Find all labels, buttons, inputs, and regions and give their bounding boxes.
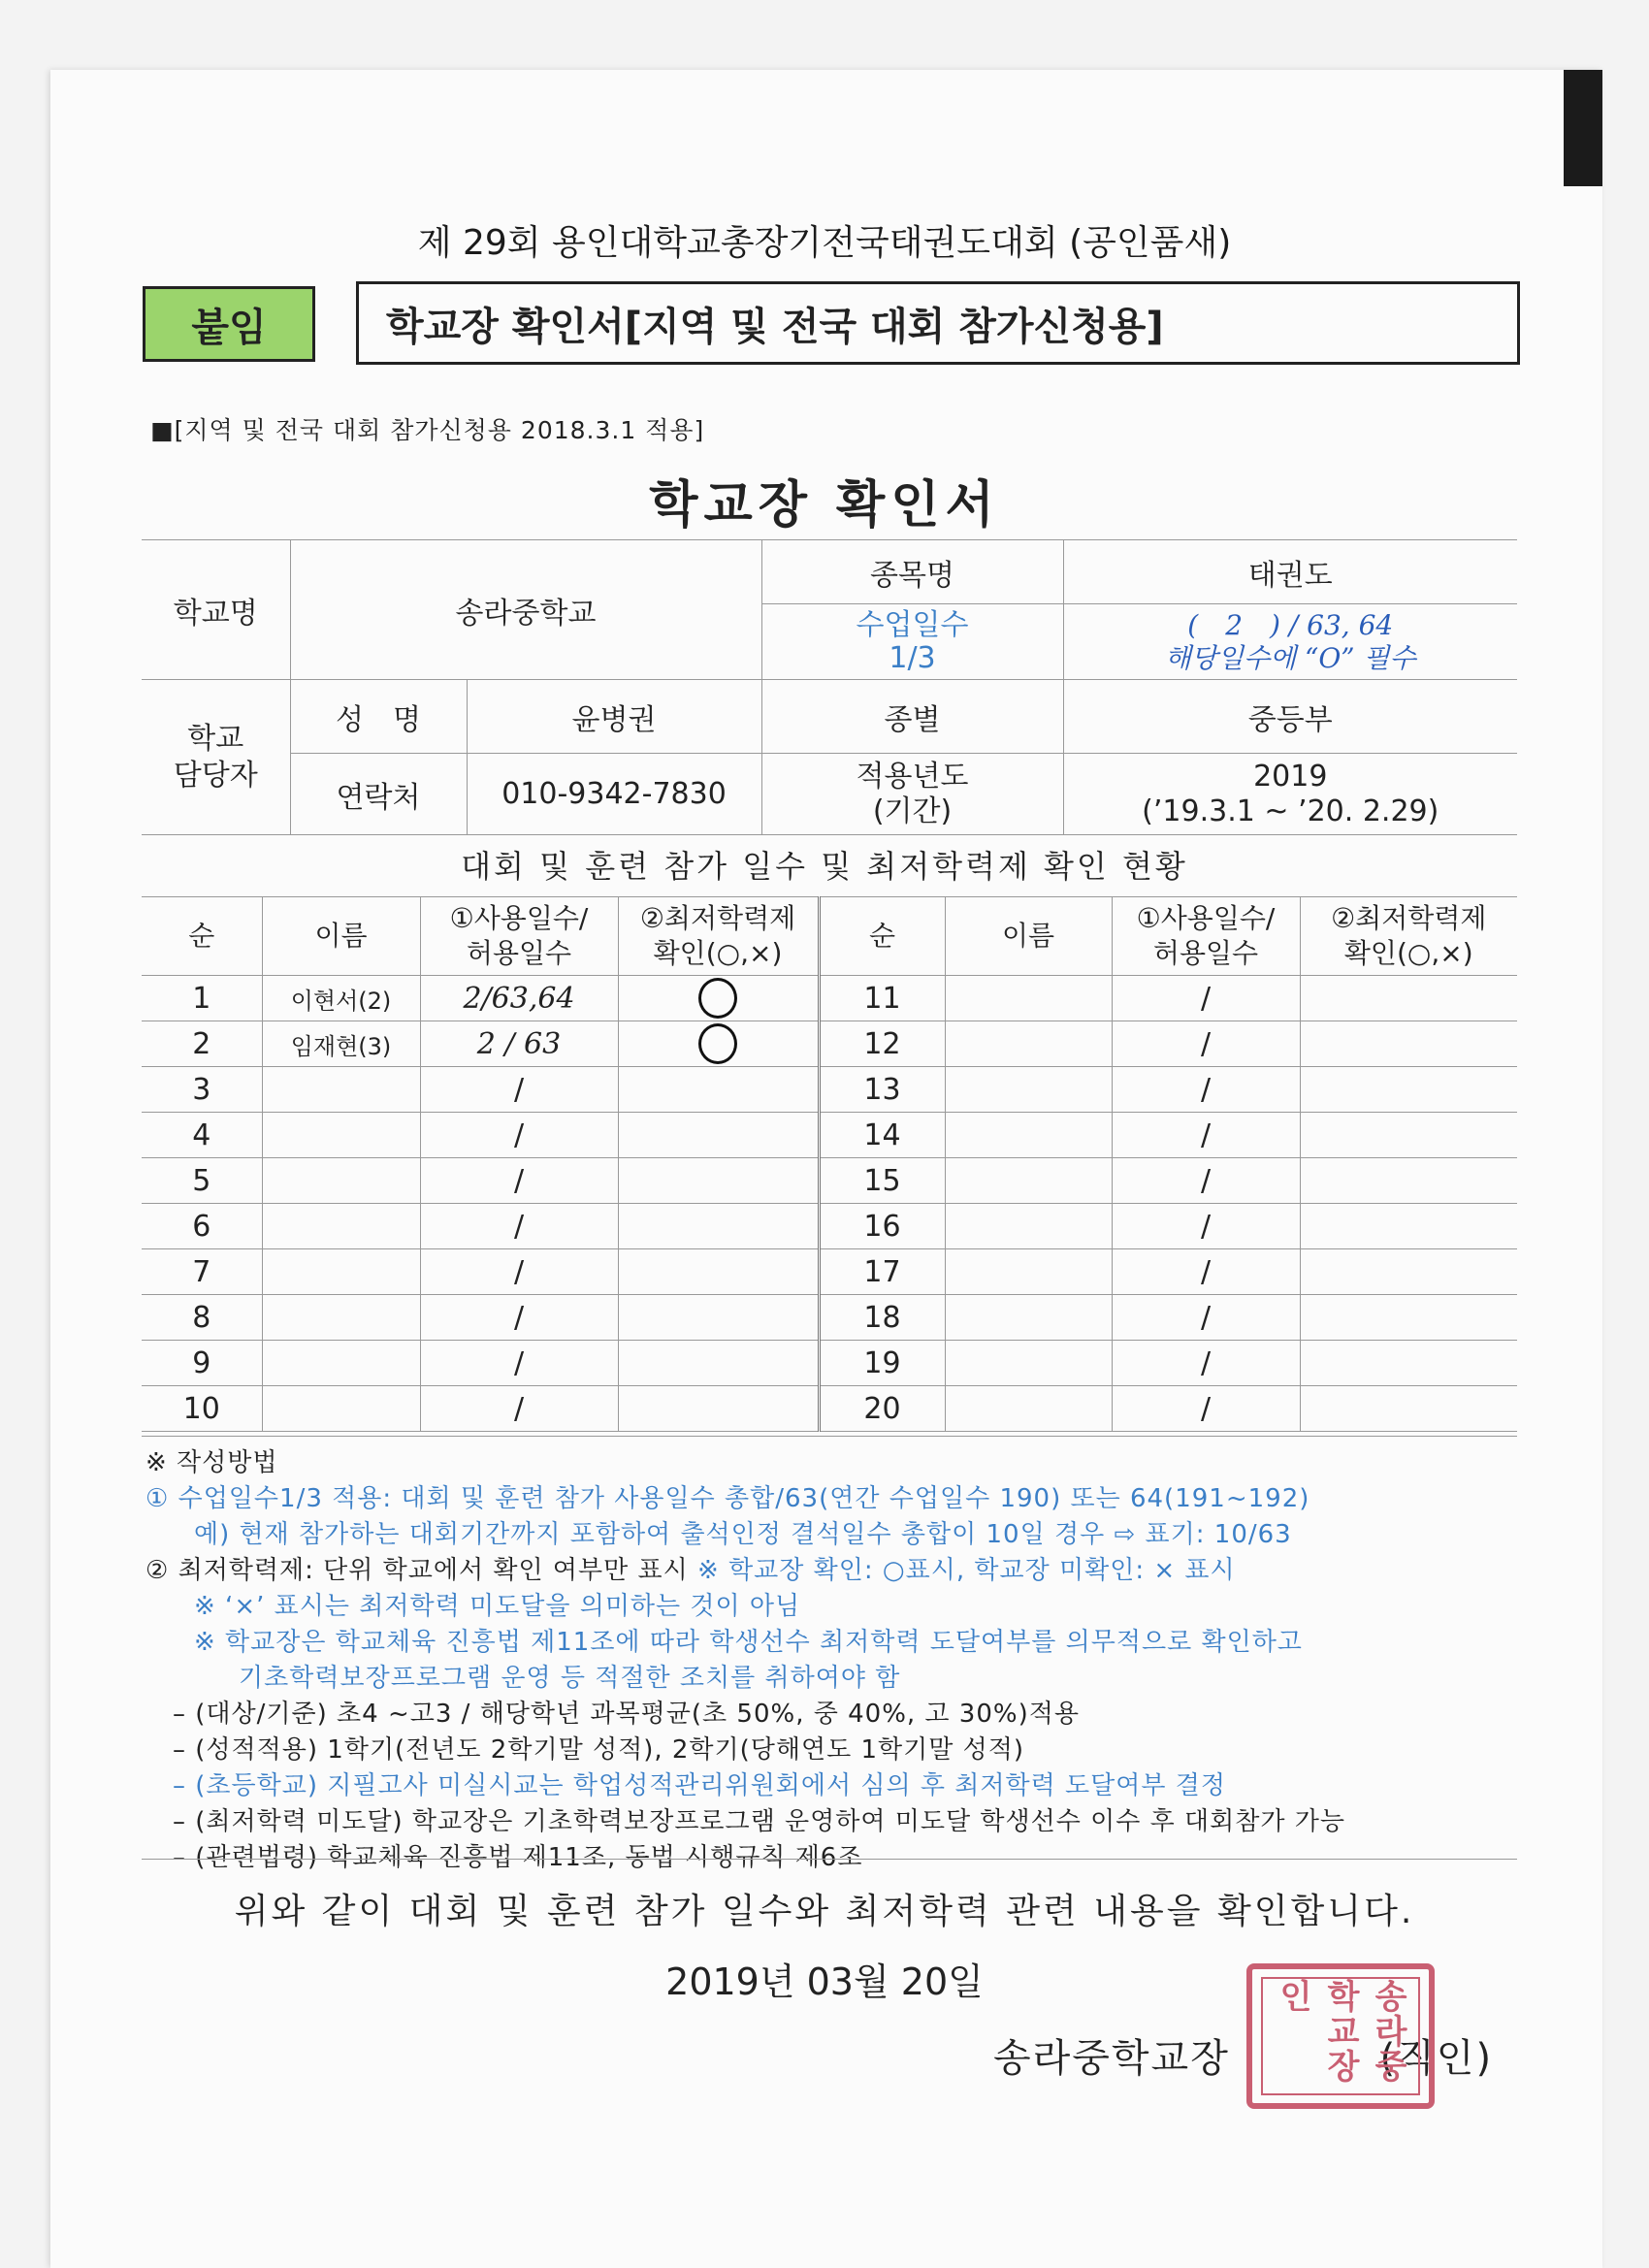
row-name — [262, 1249, 420, 1295]
row-no: 10 — [142, 1386, 262, 1432]
event-value: 태권도 — [1063, 540, 1517, 604]
row-no: 14 — [819, 1113, 945, 1158]
confirmation-statement: 위와 같이 대회 및 훈련 참가 일수와 최저학력 관련 내용을 확인합니다. — [234, 1892, 1415, 1931]
header-no-right: 순 — [819, 897, 945, 976]
row-check — [1300, 1386, 1517, 1432]
row-no: 11 — [819, 976, 945, 1021]
row-name — [945, 1021, 1112, 1067]
header-check-right — [1300, 897, 1517, 976]
row-days: / — [1112, 1067, 1300, 1113]
banner-title: 학교장 확인서[지역 및 전국 대회 참가신청용] — [356, 281, 1520, 365]
table-row — [142, 1341, 1517, 1386]
table-row — [142, 1249, 1517, 1295]
row-days: / — [1112, 1113, 1300, 1158]
row-days: / — [420, 1341, 618, 1386]
row-check — [618, 1295, 819, 1341]
row-no: 9 — [142, 1341, 262, 1386]
detail-4: – (최저학력 미도달) 학교장은 기초학력보장프로그램 운영하여 미도달 학생선수 이수 후 대회참가 가능 — [173, 1807, 1345, 1836]
staff-label-2: 담당자 — [173, 758, 258, 793]
participation-rows — [142, 976, 1517, 1432]
table-row — [142, 1021, 1517, 1067]
days-value-2: 해당일수에 “O” 필수 — [1164, 641, 1416, 674]
note-3: ※ ‘×’ 표시는 최저학력 미도달을 의미하는 것이 아님 — [194, 1592, 801, 1621]
row-check — [1300, 1204, 1517, 1249]
row-check — [618, 976, 819, 1021]
header-days-right — [1112, 897, 1300, 976]
header-check-left — [618, 897, 819, 976]
row-days: / — [1112, 1021, 1300, 1067]
contact-label: 연락처 — [290, 754, 467, 835]
table-row — [142, 1204, 1517, 1249]
attachment-badge: 붙임 — [143, 286, 315, 362]
section-title: 대회 및 훈련 참가 일수 및 최저학력제 확인 현황 — [461, 848, 1188, 885]
header-name-left: 이름 — [262, 897, 420, 976]
school-name: 송라중학교 — [290, 540, 761, 680]
header-days-left — [420, 897, 618, 976]
row-name — [262, 1341, 420, 1386]
row-no: 16 — [819, 1204, 945, 1249]
year-label-2: (기간) — [872, 794, 953, 828]
row-check — [618, 1067, 819, 1113]
header-check-line2: 확인(○,×) — [1343, 937, 1473, 969]
row-name — [945, 976, 1112, 1021]
row-no: 7 — [142, 1249, 262, 1295]
row-no: 8 — [142, 1295, 262, 1341]
row-check — [618, 1113, 819, 1158]
row-check — [1300, 976, 1517, 1021]
name-value: 윤병권 — [467, 680, 761, 754]
note-2a: ② 최저학력제: 단위 학교에서 확인 여부만 표시 — [146, 1556, 689, 1585]
days-label-1: 수업일수 — [856, 607, 969, 642]
staff-label-1: 학교 — [187, 721, 244, 756]
row-name — [262, 1204, 420, 1249]
check-circle-mark — [698, 978, 737, 1019]
row-name: 임재현(3) — [262, 1021, 420, 1067]
staff-label — [142, 680, 290, 835]
note-4a: ※ 학교장은 학교체육 진흥법 제11조에 따라 학생선수 최저학력 도달여부를 의무적으로 확인하고 — [194, 1628, 1303, 1657]
row-no: 13 — [819, 1067, 945, 1113]
days-label — [761, 604, 1063, 680]
notes-heading: ※ 작성방법 — [146, 1448, 278, 1477]
school-label: 학교명 — [142, 540, 290, 680]
table-row — [142, 976, 1517, 1021]
row-days: 2/63,64 — [420, 976, 618, 1021]
row-name — [262, 1158, 420, 1204]
signer-name: 송라중학교장 — [993, 2036, 1230, 2081]
note-4b: 기초학력보장프로그램 운영 등 적절한 조치를 취하여야 함 — [239, 1664, 901, 1693]
row-days: / — [1112, 1249, 1300, 1295]
row-check — [618, 1204, 819, 1249]
row-name — [945, 1204, 1112, 1249]
row-no: 18 — [819, 1295, 945, 1341]
row-check — [1300, 1249, 1517, 1295]
row-days: / — [420, 1249, 618, 1295]
row-name — [945, 1295, 1112, 1341]
year-value-1: 2019 — [1253, 759, 1328, 794]
row-check — [1300, 1021, 1517, 1067]
seal-mark: (직인) — [1379, 2036, 1494, 2081]
row-days: / — [1112, 1158, 1300, 1204]
name-label: 성 명 — [290, 680, 467, 754]
header-days-line2: 허용일수 — [466, 937, 572, 969]
row-days: / — [420, 1295, 618, 1341]
table-row — [142, 1158, 1517, 1204]
info-table — [142, 539, 1517, 835]
row-no: 17 — [819, 1249, 945, 1295]
row-days: / — [1112, 976, 1300, 1021]
header-days-line1: ①사용일수/ — [1136, 902, 1276, 934]
row-no: 19 — [819, 1341, 945, 1386]
header-check-line2: 확인(○,×) — [653, 937, 783, 969]
days-value — [1063, 604, 1517, 680]
row-name — [262, 1386, 420, 1432]
table-bottom-rule — [142, 1436, 1517, 1437]
participation-table — [142, 896, 1517, 1432]
detail-3: – (초등학교) 지필고사 미실시교는 학업성적관리위원회에서 심의 후 최저학력 도달여부 결정 — [173, 1771, 1226, 1800]
seal-text: 송라중학교장인 — [1261, 1977, 1420, 2095]
row-days: / — [420, 1067, 618, 1113]
document-title: 학교장 확인서 — [649, 476, 1000, 535]
row-check — [618, 1386, 819, 1432]
row-check — [618, 1341, 819, 1386]
notice-line: ■[지역 및 전국 대회 참가신청용 2018.3.1 적용] — [150, 416, 705, 444]
row-check — [1300, 1341, 1517, 1386]
row-days: / — [1112, 1386, 1300, 1432]
table-row — [142, 1113, 1517, 1158]
table-row — [142, 1386, 1517, 1432]
header-check-line1: ②최저학력제 — [1331, 902, 1487, 934]
row-no: 15 — [819, 1158, 945, 1204]
scan-edge — [1564, 70, 1602, 186]
note-1b: 예) 현재 참가하는 대회기간까지 포함하여 출석인정 결석일수 총합이 10일 경우 ⇨ 표기: 10/63 — [194, 1520, 1292, 1549]
row-days: / — [420, 1158, 618, 1204]
table-row — [142, 1295, 1517, 1341]
note-2 — [146, 1553, 1523, 1589]
header-no-left: 순 — [142, 897, 262, 976]
row-check — [1300, 1295, 1517, 1341]
instructions — [146, 1445, 1523, 1876]
row-no: 5 — [142, 1158, 262, 1204]
row-name — [945, 1158, 1112, 1204]
row-name — [945, 1341, 1112, 1386]
header-days-line1: ①사용일수/ — [449, 902, 589, 934]
signature-date: 2019년 03월 20일 — [665, 1960, 984, 2003]
detail-5: – (관련법령) 학교체육 진흥법 제11조, 동법 시행규칙 제6조 — [173, 1843, 863, 1872]
header-days-line2: 허용일수 — [1152, 937, 1259, 969]
division-value: 중등부 — [1063, 680, 1517, 754]
notes-bottom-rule — [142, 1859, 1517, 1860]
row-name — [945, 1249, 1112, 1295]
row-check — [618, 1158, 819, 1204]
note-2b: ※ 학교장 확인: ○표시, 학교장 미확인: × 표시 — [697, 1556, 1236, 1585]
row-check — [1300, 1067, 1517, 1113]
row-name — [262, 1295, 420, 1341]
row-check — [1300, 1113, 1517, 1158]
row-no: 2 — [142, 1021, 262, 1067]
year-value-2: (’19.3.1 ~ ’20. 2.29) — [1142, 794, 1439, 828]
row-days: / — [1112, 1204, 1300, 1249]
year-label-1: 적용년도 — [856, 759, 969, 794]
official-seal — [1246, 1963, 1435, 2109]
row-no: 6 — [142, 1204, 262, 1249]
days-value-1: ( 2 ) / 63, 64 — [1187, 608, 1394, 641]
row-check — [1300, 1158, 1517, 1204]
days-label-2: 1/3 — [889, 640, 936, 675]
contact-value: 010-9342-7830 — [467, 754, 761, 835]
row-name: 이현서(2) — [262, 976, 420, 1021]
row-days: / — [420, 1113, 618, 1158]
row-days: 2 / 63 — [420, 1021, 618, 1067]
row-name — [262, 1067, 420, 1113]
row-name — [945, 1113, 1112, 1158]
row-name — [262, 1113, 420, 1158]
row-check — [618, 1021, 819, 1067]
row-days: / — [1112, 1341, 1300, 1386]
detail-1: – (대상/기준) 초4 ~고3 / 해당학년 과목평균(초 50%, 중 40%, 고 30%)적용 — [173, 1700, 1080, 1729]
check-circle-mark — [698, 1023, 737, 1064]
header-name-right: 이름 — [945, 897, 1112, 976]
detail-2: – (성적적용) 1학기(전년도 2학기말 성적), 2학기(당해연도 1학기말 성적) — [173, 1735, 1025, 1765]
competition-title: 제 29회 용인대학교총장기전국태권도대회 (공인품새) — [417, 223, 1232, 263]
row-days: / — [420, 1386, 618, 1432]
row-days: / — [1112, 1295, 1300, 1341]
row-no: 20 — [819, 1386, 945, 1432]
note-1a: ① 수업일수1/3 적용: 대회 및 훈련 참가 사용일수 총합/63(연간 수업일수 190) 또는 64(191~192) — [146, 1484, 1310, 1513]
row-check — [618, 1249, 819, 1295]
header-check-line1: ②최저학력제 — [639, 902, 796, 934]
row-no: 3 — [142, 1067, 262, 1113]
row-days: / — [420, 1204, 618, 1249]
table-row — [142, 1067, 1517, 1113]
row-no: 1 — [142, 976, 262, 1021]
row-no: 4 — [142, 1113, 262, 1158]
row-name — [945, 1386, 1112, 1432]
division-label: 종별 — [761, 680, 1063, 754]
year-label — [761, 754, 1063, 835]
row-name — [945, 1067, 1112, 1113]
event-label: 종목명 — [761, 540, 1063, 604]
year-value — [1063, 754, 1517, 835]
row-no: 12 — [819, 1021, 945, 1067]
